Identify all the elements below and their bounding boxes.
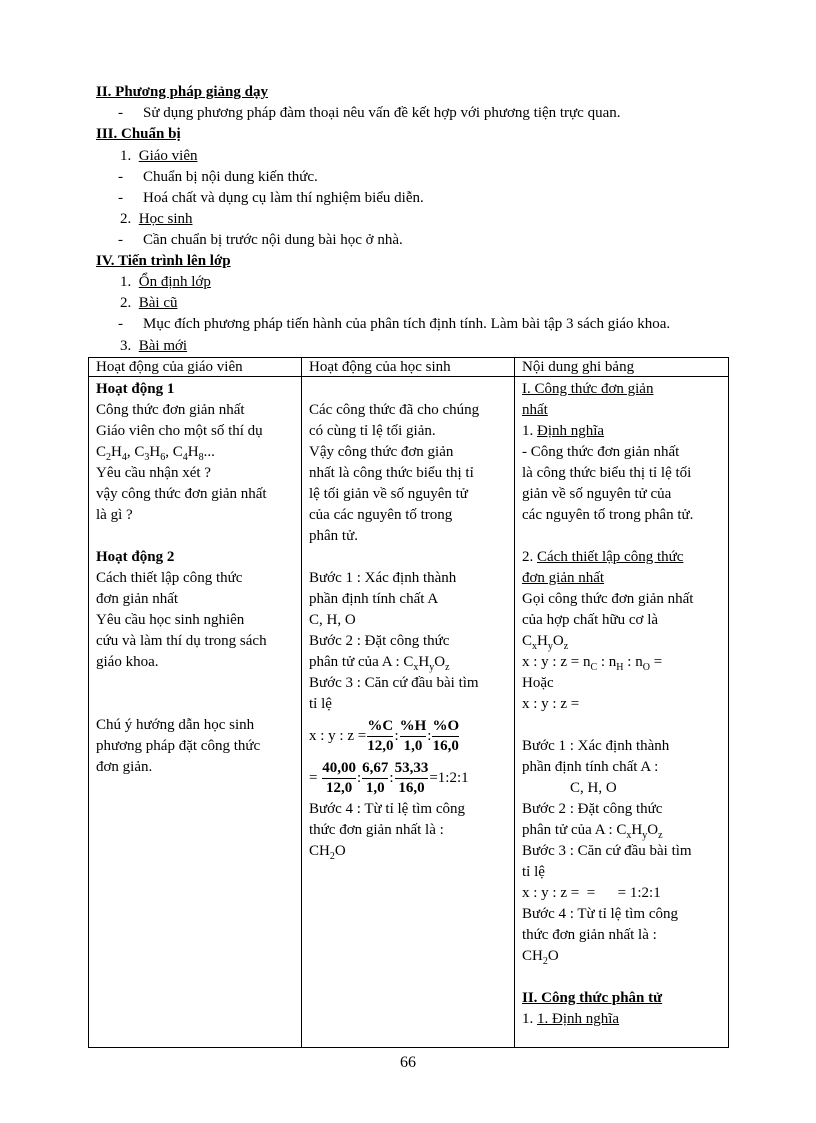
methods-item: Sử dụng phương pháp đàm thoại nêu vấn đề kết hợp với phương tiện trực quan. [143,105,621,121]
text-line: của các nguyên tố trong [309,507,453,523]
procedure-step-2-item: Mục đích phương pháp tiến hành của phân tích định tính. Làm bài tập 3 sách giáo khoa. [143,316,671,332]
ratio-equation-2: = $\frac{40,00}{12,0}$ : $\frac{6,67}{1,0}$ : $\frac{53,33}{16,0}$ =1:2:1 [309,759,469,796]
text-line: vậy công thức đơn giản nhất [96,486,267,502]
text-line: thức đơn giản nhất là : [309,822,444,838]
text-line: phân tử của A : $C_xH_yO_z$ [522,822,663,841]
text-line: Bước 3 : Căn cứ đầu bài tìm [522,843,692,859]
prep-teacher-item: Chuẩn bị nội dung kiến thức. [143,169,318,185]
formula-result: $CH_2O$ [522,948,559,967]
text-line: Bước 4 : Từ tỉ lệ tìm công [522,906,678,922]
text-line: lệ tối giản về số nguyên tử [309,486,468,502]
board-heading-1: I. Công thức đơn giản [522,381,654,397]
text-line: x : y : z = [522,696,580,712]
text-line: Cách thiết lập công thức [96,570,243,586]
prep-teacher: 1. Giáo viên [120,148,198,164]
text-line: Bước 2 : Đặt công thức [309,633,450,649]
text-line: Bước 1 : Xác định thành [309,570,457,586]
header-student: Hoạt động của học sinh [302,358,515,377]
procedure-step-1: 1. Ổn định lớp [120,274,211,290]
text-line: là công thức biểu thị tỉ lệ tối [522,465,692,481]
text-line: đơn giản nhất [96,591,179,607]
fraction: $\frac{\%O}{16,0}$ [432,717,460,754]
fraction: $\frac{\%C}{12,0}$ [367,717,394,754]
fraction: $\frac{\%H}{1,0}$ [399,717,427,754]
text-line: Hoặc [522,675,554,691]
ratio-moles: x : y : $z = n_C$ : $n_H$ : $n_O$ = [522,654,663,673]
text-line: cứu và làm thí dụ trong sách [96,633,267,649]
text-line: là gì ? [96,507,133,523]
text-line: Gọi công thức đơn giản nhất [522,591,694,607]
prep-student: 2. Học sinh [120,211,193,227]
text-line: Vậy công thức đơn giản [309,444,454,460]
text-line: 1. 1. Định nghĩa [522,1011,620,1027]
text-line: Bước 3 : Căn cứ đầu bài tìm [309,675,479,691]
text-line: nhất là công thức biểu thị tỉ [309,465,474,481]
bullet-dash: - [118,105,123,121]
header-teacher: Hoạt động của giáo viên [89,358,302,377]
text-line: phân tử của A : $C_xH_yO_z$ [309,654,450,673]
procedure-step-2: 2. Bài cũ [120,295,178,311]
formula-result: $CH_2O$ [309,843,346,862]
text-line: 2. Cách thiết lập công thức [522,549,684,565]
activity-2-title: Hoạt động 2 [96,549,175,565]
text-line: các nguyên tố trong phân tử. [522,507,694,523]
fraction: $\frac{40,00}{12,0}$ [322,759,356,796]
section-heading-methods: II. Phương pháp giảng dạy [96,84,268,100]
board-heading-1b: nhất [522,402,548,418]
text-line: Công thức đơn giản nhất [96,402,245,418]
text-line: phần định tính chất A [309,591,439,607]
text-line: Chú ý hướng dẫn học sinh [96,717,255,733]
teacher-activities [89,377,302,1048]
text-line: thức đơn giản nhất là : [522,927,657,943]
student-activities [302,377,515,1048]
activity-1-title: Hoạt động 1 [96,381,175,397]
formula-general: $C_xH_yO_z$ [522,633,569,652]
text-line: giáo khoa. [96,654,159,670]
procedure-step-3: 3. Bài mới [120,338,188,354]
fraction: $\frac{6,67}{1,0}$ [362,759,389,796]
bullet-dash: - [118,169,123,185]
text-line: C, H, O [570,780,617,796]
text-line: phân tử. [309,528,358,544]
text-line: Bước 4 : Từ tỉ lệ tìm công [309,801,465,817]
text-line: x : y : z = = = 1:2:1 [522,885,661,901]
text-line: Bước 2 : Đặt công thức [522,801,663,817]
text-line: C, H, O [309,612,356,628]
section-heading-procedure: IV. Tiến trình lên lớp [96,253,231,269]
text-line: Giáo viên cho một số thí dụ [96,423,263,439]
text-line: phần định tính chất A : [522,759,659,775]
text-line: Bước 1 : Xác định thành [522,738,670,754]
text-line: Yêu cầu nhận xét ? [96,465,211,481]
lesson-table [88,357,729,1048]
bullet-dash: - [118,232,123,248]
formula-examples: $C_2H_4$, $C_3H_6$, $C_4H_8$... [96,444,215,463]
text-line: Các công thức đã cho chúng [309,402,480,418]
bullet-dash: - [118,316,123,332]
prep-student-item: Cần chuẩn bị trước nội dung bài học ở nhà. [143,232,403,248]
section-heading-preparation: III. Chuẩn bị [96,126,181,142]
text-line: 1. Định nghĩa [522,423,605,439]
text-line: - Công thức đơn giản nhất [522,444,680,460]
text-line: đơn giản. [96,759,153,775]
text-line: tỉ lệ [522,864,545,880]
bullet-dash: - [118,190,123,206]
text-line: đơn giản nhất [522,570,605,586]
header-board: Nội dung ghi bảng [515,358,729,377]
page-number: 66 [400,1054,416,1071]
fraction: $\frac{53,33}{16,0}$ [394,759,429,796]
board-heading-2: II. Công thức phân tử [522,990,663,1006]
ratio-equation-1: x : y : z = $\frac{\%C}{12,0}$ : $\frac{\%H}{1,0}$ : $\frac{\%O}{16,0}$ [309,717,460,754]
text-line: tỉ lệ [309,696,332,712]
text-line: phương pháp đặt công thức [96,738,261,754]
text-line: có cùng tỉ lệ tối giản. [309,423,436,439]
board-content [515,377,729,1048]
prep-teacher-item: Hoá chất và dụng cụ làm thí nghiệm biểu diễn. [143,190,424,206]
text-line: giản về số nguyên tử của [522,486,672,502]
text-line: Yêu cầu học sinh nghiên [96,612,245,628]
text-line: của hợp chất hữu cơ là [522,612,659,628]
